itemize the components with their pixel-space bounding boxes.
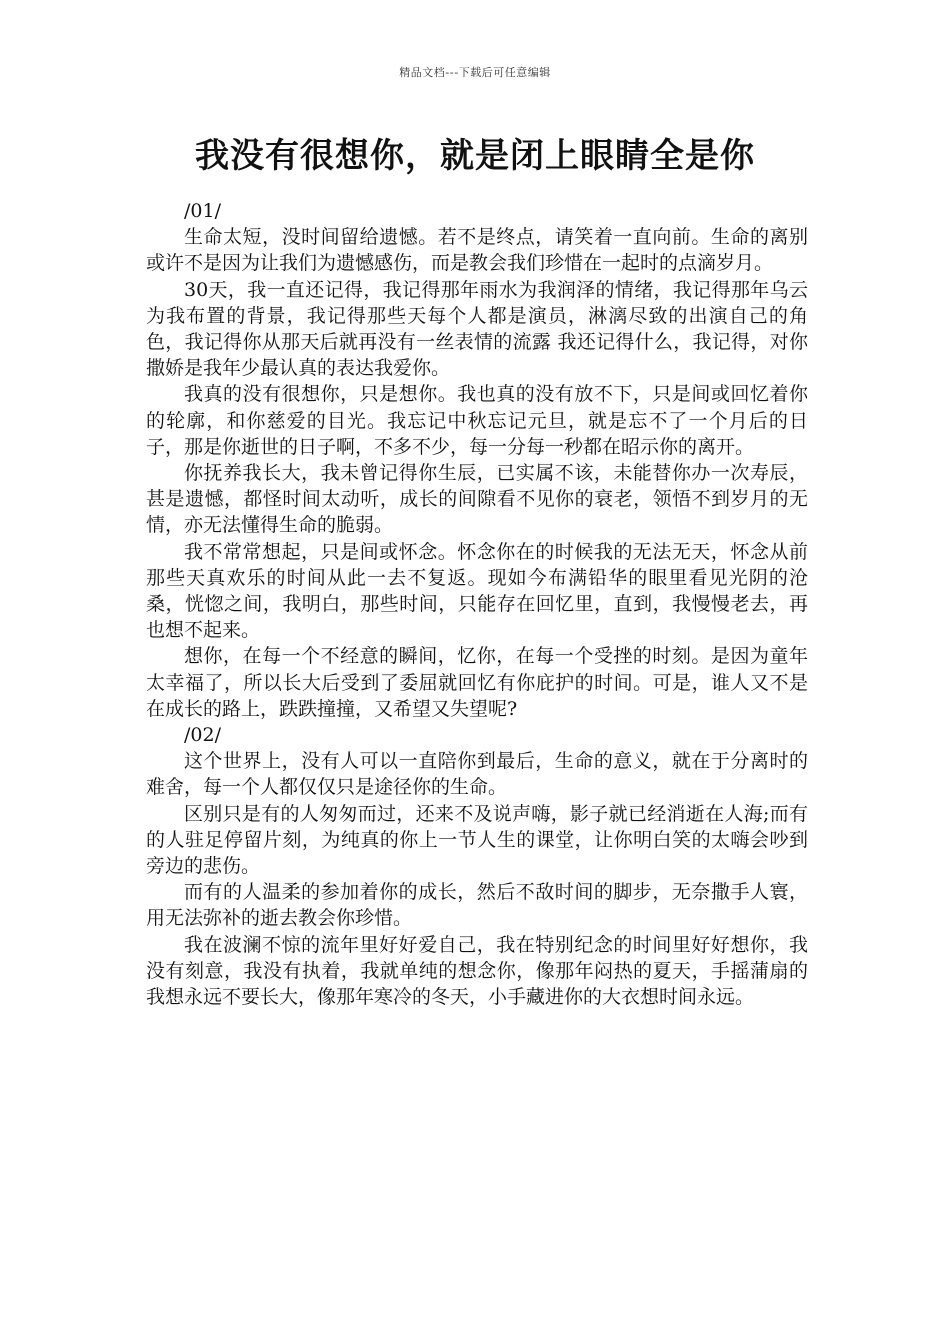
paragraph: 你抚养我长大，我未曾记得你生辰，已实属不该，未能替你办一次寿辰，甚是遗憾，都怪时间太动听，成长的间隙看不见你的衰老，领悟不到岁月的无情，亦无法懂得生命的脆弱。 bbox=[146, 462, 808, 537]
paragraph: 这个世界上，没有人可以一直陪你到最后，生命的意义，就在于分离时的难舍，每一个人都仅仅只是途径你的生命。 bbox=[146, 750, 808, 799]
document-body bbox=[146, 198, 808, 1010]
paragraph: 区别只是有的人匆匆而过，还来不及说声嗨，影子就已经消逝在人海;而有的人驻足停留片刻，为纯真的你上一节人生的课堂，让你明白笑的太嗨会吵到旁边的悲伤。 bbox=[146, 802, 808, 878]
header-note: 精品文档---下载后可任意编辑 bbox=[399, 66, 551, 79]
paragraph: 生命太短，没时间留给遗憾。若不是终点，请笑着一直向前。生命的离别或许不是因为让我们为遗憾感伤，而是教会我们珍惜在一起时的点滴岁月。 bbox=[146, 226, 808, 275]
paragraph: 我不常常想起，只是间或怀念。怀念你在的时候我的无法无天，怀念从前那些天真欢乐的时间从此一去不复返。现如今布满铅华的眼里看见光阴的沧桑，恍惚之间，我明白，那些时间，只能存在回忆里，直到，我慢慢老去，再也想不起来。 bbox=[146, 540, 808, 642]
section-mark-01: /01/ bbox=[184, 200, 221, 222]
section-mark-02: /02/ bbox=[184, 724, 221, 747]
paragraph: 而有的人温柔的参加着你的成长，然后不敌时间的脚步，无奈撒手人寰，用无法弥补的逝去教会你珍惜。 bbox=[146, 881, 808, 930]
document-title: 我没有很想你，就是闭上眼睛全是你 bbox=[195, 136, 755, 176]
paragraph: 30天，我一直还记得，我记得那年雨水为我润泽的情绪，我记得那年乌云为我布置的背景，我记得那些天每个人都是演员，淋漓尽致的出演自己的角色，我记得你从那天后就再没有一丝表情的流露 我还记得什么，我记得，对你撒娇是我年少最认真的表达我爱你。 bbox=[146, 278, 808, 380]
paragraph: 我在波澜不惊的流年里好好爱自己，我在特别纪念的时间里好好想你，我没有刻意，我没有执着，我就单纯的想念你，像那年闷热的夏天，手摇蒲扇的我想永远不要长大，像那年寒冷的冬天，小手藏进你的大衣想时间永远。 bbox=[146, 933, 808, 1009]
paragraph: 想你，在每一个不经意的瞬间，忆你，在每一个受挫的时刻。是因为童年太幸福了，所以长大后受到了委屈就回忆有你庇护的时间。可是，谁人又不是在成长的路上，跌跌撞撞，又希望又失望呢? bbox=[146, 645, 808, 720]
paragraph: 我真的没有很想你，只是想你。我也真的没有放不下，只是间或回忆着你的轮廓，和你慈爱的目光。我忘记中秋忘记元旦，就是忘不了一个月后的日子，那是你逝世的日子啊，不多不少，每一分每一秒都在昭示你的离开。 bbox=[146, 383, 808, 458]
